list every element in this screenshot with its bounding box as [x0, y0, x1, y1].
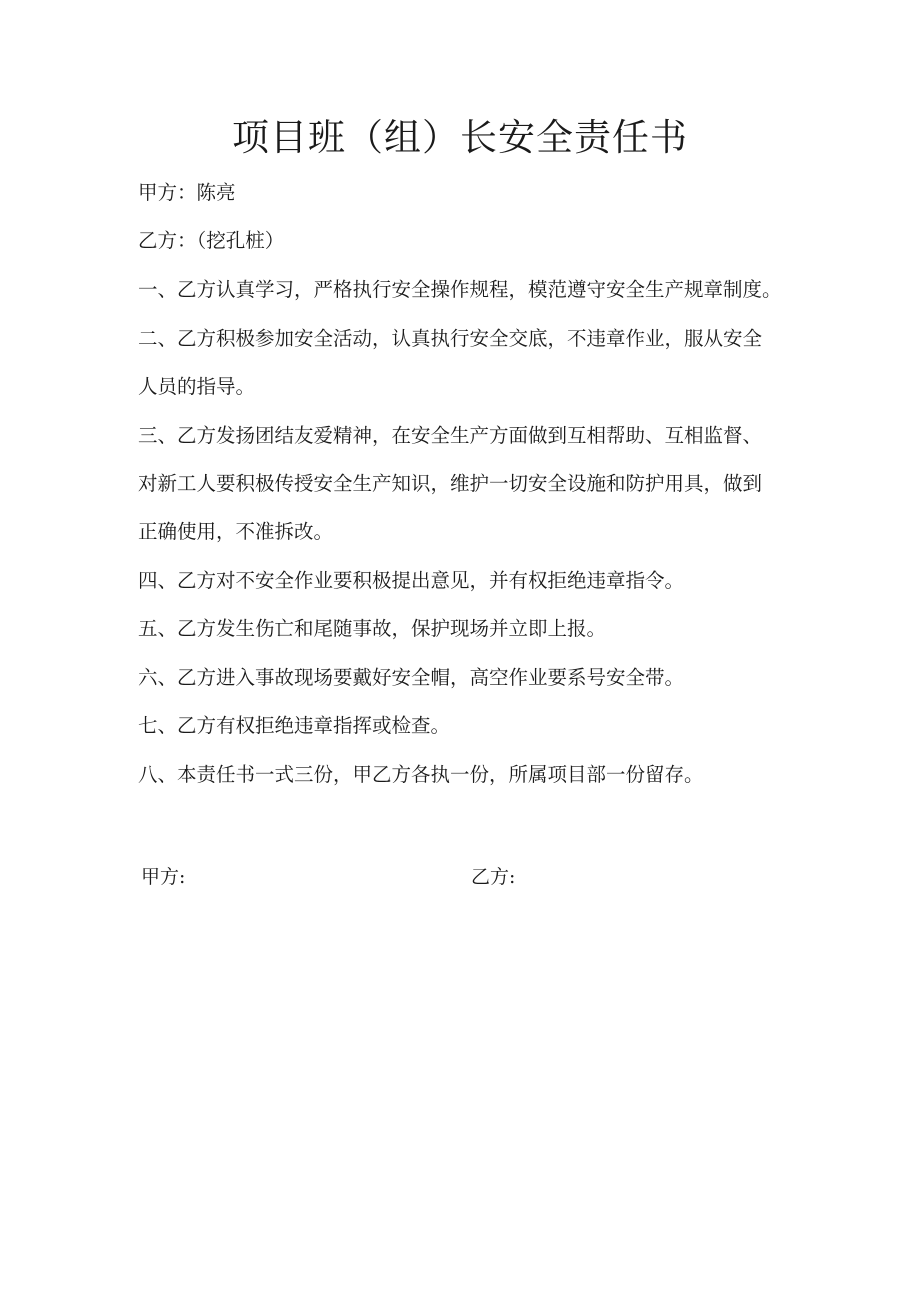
party-a-line: 甲方：陈亮: [138, 181, 236, 204]
clause-6: 六、乙方进入事故现场要戴好安全帽，高空作业要系号安全带。: [138, 666, 685, 689]
clause-5: 五、乙方发生伤亡和尾随事故，保护现场并立即上报。: [138, 617, 607, 640]
clause-4: 四、乙方对不安全作业要积极提出意见，并有权拒绝违章指令。: [138, 569, 685, 592]
clause-2-line-1: 二、乙方积极参加安全活动，认真执行安全交底，不违章作业，服从安全: [138, 327, 763, 350]
clause-3-line-1: 三、乙方发扬团结友爱精神，在安全生产方面做到互相帮助、互相监督、: [138, 424, 763, 447]
clause-7: 七、乙方有权拒绝违章指挥或检查。: [138, 714, 451, 737]
document-title: 项目班（组）长安全责任书: [232, 116, 688, 159]
clause-3-line-3: 正确使用，不准拆改。: [138, 520, 334, 543]
party-b-line: 乙方：（挖孔桩）: [138, 229, 285, 252]
clause-2-line-2: 人员的指导。: [138, 375, 256, 398]
signature-party-b: 乙方:: [471, 866, 516, 888]
clause-1: 一、乙方认真学习，严格执行安全操作规程，模范遵守安全生产规章制度。: [138, 278, 782, 301]
signature-party-a: 甲方:: [141, 866, 186, 888]
clause-8: 八、本责任书一式三份，甲乙方各执一份，所属项目部一份留存。: [138, 763, 704, 786]
clause-3-line-2: 对新工人要积极传授安全生产知识，维护一切安全设施和防护用具，做到: [138, 472, 763, 495]
